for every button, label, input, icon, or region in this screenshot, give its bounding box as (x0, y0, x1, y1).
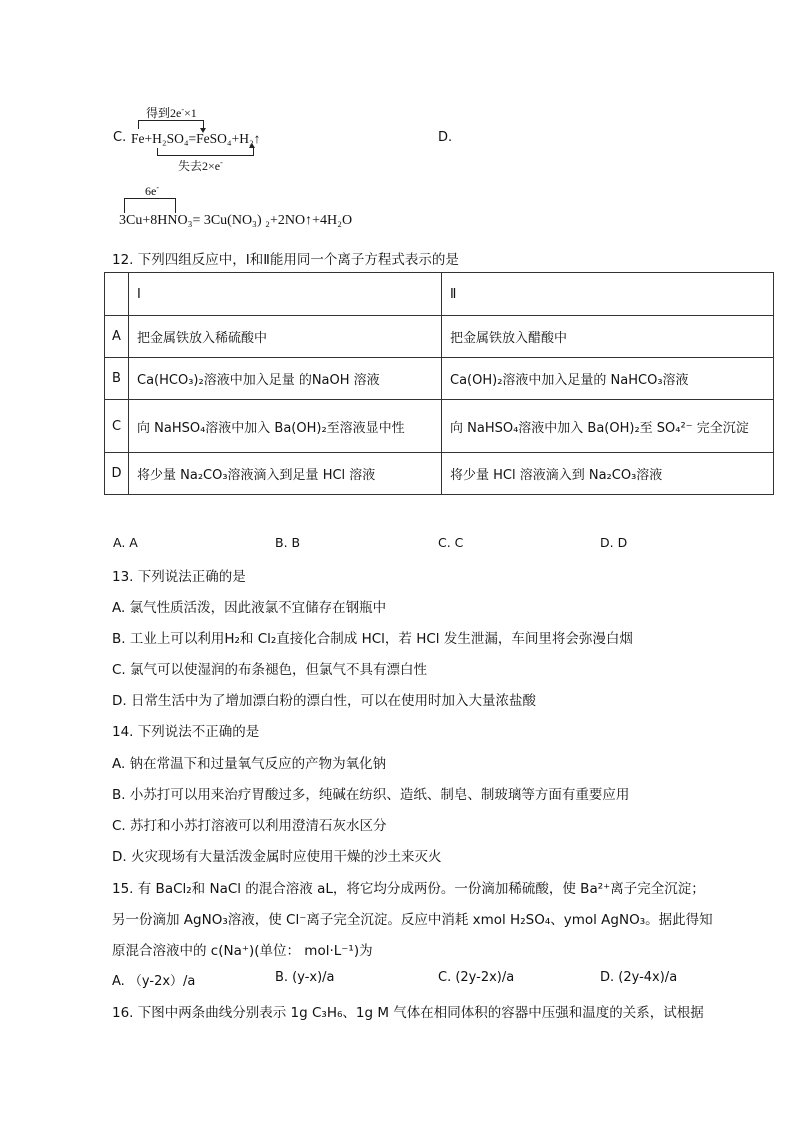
q12-option-a: A. A (113, 535, 138, 550)
table-cell: 把金属铁放入醋酸中 (442, 316, 774, 358)
table-cell: 向 NaHSO₄溶液中加入 Ba(OH)₂至 SO₄²⁻ 完全沉淀 (442, 400, 774, 453)
q13-option-d: D. 日常生活中为了增加漂白粉的漂白性，可以在使用时加入大量浓盐酸 (112, 693, 536, 709)
q11-d-electrons: 6e- (145, 183, 159, 198)
table-cell: 将少量 Na₂CO₃溶液滴入到足量 HCl 溶液 (129, 453, 442, 495)
q15-stem-line2: 另一份滴加 AgNO₃溶液，使 Cl⁻离子完全沉淀。反应中消耗 xmol H₂SO₄、ymol AgNO₃。据此得知 (112, 912, 713, 928)
q12-stem: 12. 下列四组反应中，Ⅰ和Ⅱ能用同一个离子方程式表示的是 (112, 252, 459, 268)
q14-option-d: D. 火灾现场有大量活泼金属时应使用干燥的沙土来灭火 (112, 849, 442, 865)
q12-option-b: B. B (275, 535, 301, 550)
q11-option-c-label: C. (113, 130, 127, 145)
table-row (105, 358, 774, 400)
row-label: D (105, 453, 129, 495)
table-cell: Ca(HCO₃)₂溶液中加入足量 的NaOH 溶液 (129, 358, 442, 400)
table-row (105, 316, 774, 358)
q11-d-equation: 3Cu+8HNO₃= 3Cu(NO₃) ₂+2NO↑+4H₂O (119, 213, 353, 228)
table-cell: 向 NaHSO₄溶液中加入 Ba(OH)₂至溶液显中性 (129, 400, 442, 453)
q15-option-b: B. (y-x)/a (275, 970, 335, 985)
row-label: A (105, 316, 129, 358)
q14-option-a: A. 钠在常温下和过量氧气反应的产物为氧化钠 (112, 756, 387, 772)
q12-table (104, 272, 774, 495)
q12-option-c: C. C (438, 535, 464, 550)
q13-option-a: A. 氯气性质活泼，因此液氯不宜储存在钢瓶中 (112, 600, 387, 616)
table-header-cell: Ⅰ (129, 273, 442, 316)
q13-option-c: C. 氯气可以使湿润的布条褪色，但氯气不具有漂白性 (112, 662, 428, 678)
q11-c-loss-text: 失去2×e- (178, 158, 223, 173)
table-header-cell (105, 273, 129, 316)
row-label: C (105, 400, 129, 453)
q11-d-bracket (124, 198, 176, 213)
row-label: B (105, 358, 129, 400)
q15-stem-line3: 原混合溶液中的 c(Na⁺)(单位： mol·L⁻¹)为 (112, 943, 373, 959)
q11-c-equation: Fe+H₂SO₄=FeSO₄+H₂↑ (131, 131, 261, 146)
q11-c-gain-text: 得到2e-×1 (146, 105, 197, 120)
q15-option-d: D. (2y-4x)/a (600, 970, 678, 985)
q11-c-loss-arrow (249, 143, 255, 148)
q15-option-a: A. （y-2x）/a (112, 974, 196, 989)
table-cell: 将少量 HCl 溶液滴入到 Na₂CO₃溶液 (442, 453, 774, 495)
table-cell: Ca(OH)₂溶液中加入足量的 NaHCO₃溶液 (442, 358, 774, 400)
q14-option-c: C. 苏打和小苏打溶液可以利用澄清石灰水区分 (112, 818, 387, 834)
table-row (105, 453, 774, 495)
q14-stem: 14. 下列说法不正确的是 (112, 724, 260, 740)
q15-option-c: C. (2y-2x)/a (438, 970, 515, 985)
q11-option-d-label: D. (438, 130, 453, 145)
q14-option-b: B. 小苏打可以用来治疗胃酸过多，纯碱在纺织、造纸、制皂、制玻璃等方面有重要应用 (112, 787, 630, 803)
q11-c-loss-bracket (157, 148, 254, 156)
q12-option-d: D. D (600, 535, 628, 550)
q13-option-b: B. 工业上可以利用H₂和 Cl₂直接化合制成 HCl，若 HCl 发生泄漏，车间里将会弥漫白烟 (112, 631, 633, 647)
q11-c-gain-bracket (138, 120, 204, 129)
table-row (105, 273, 774, 316)
q15-stem-line1: 15. 有 BaCl₂和 NaCl 的混合溶液 aL，将它均分成两份。一份滴加稀硫酸，使 Ba²⁺离子完全沉淀； (112, 881, 705, 897)
q16-stem-line1: 16. 下图中两条曲线分别表示 1g C₃H₆、1g M 气体在相同体积的容器中压强和温度的关系，试根据 (112, 1005, 704, 1021)
table-row (105, 400, 774, 453)
table-cell: 把金属铁放入稀硫酸中 (129, 316, 442, 358)
table-header-cell: Ⅱ (442, 273, 774, 316)
q13-stem: 13. 下列说法正确的是 (112, 569, 246, 585)
